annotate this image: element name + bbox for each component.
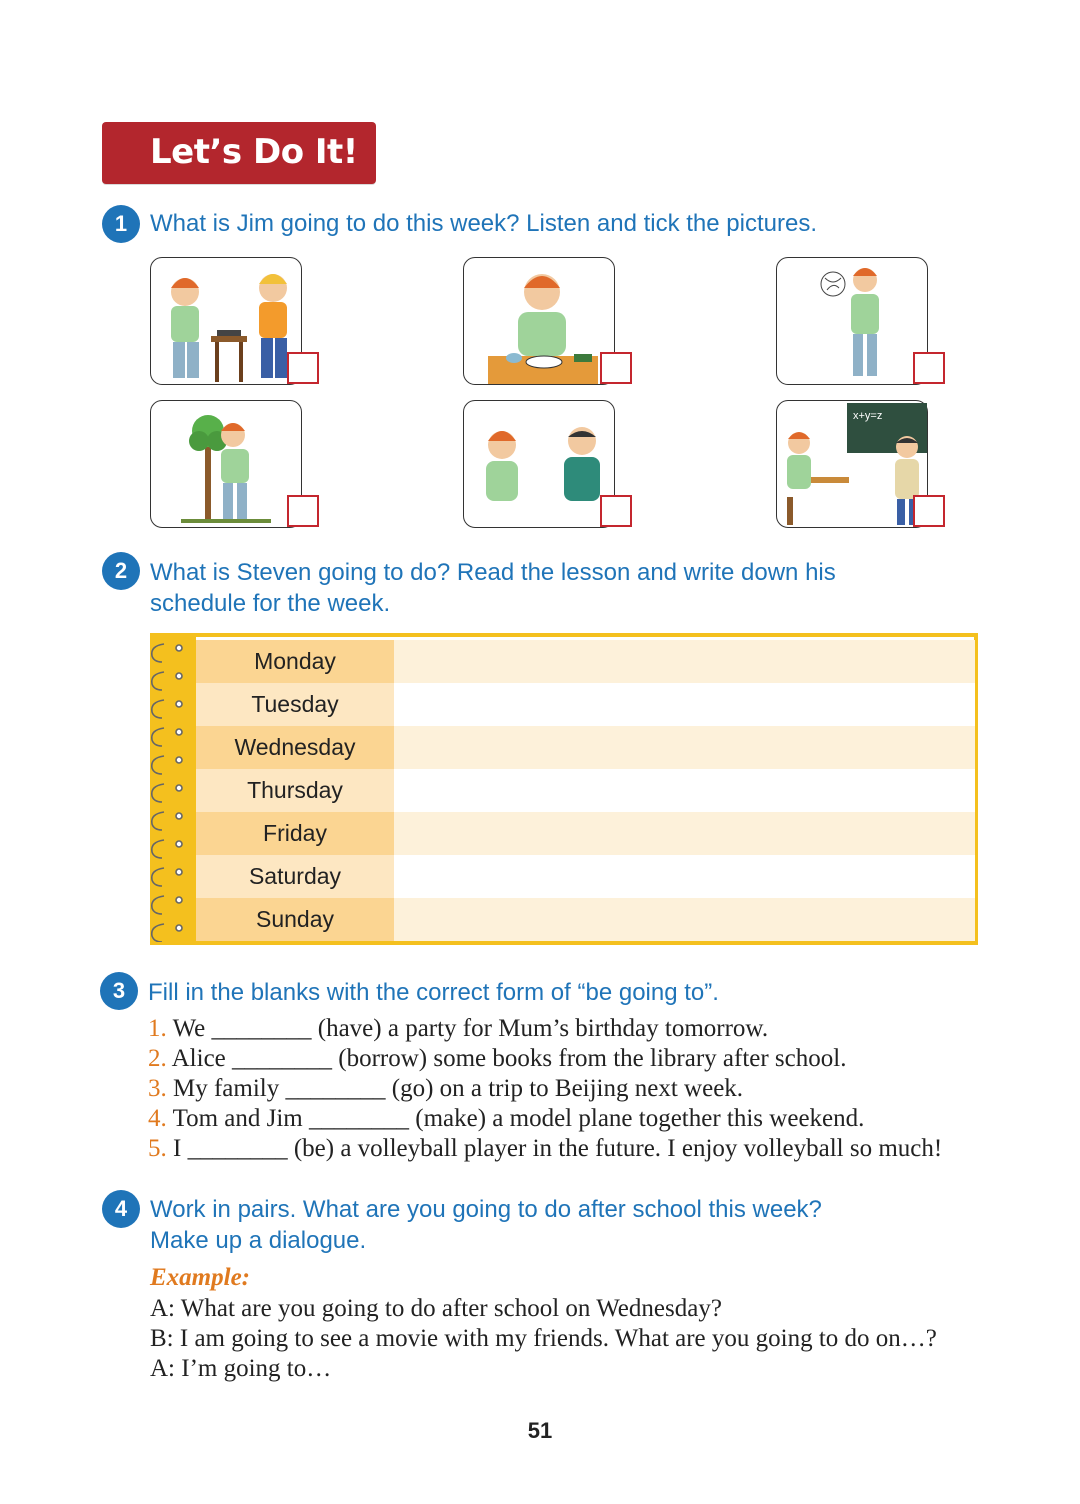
- schedule-row-wednesday: [196, 726, 975, 769]
- list-item: [148, 1074, 942, 1104]
- day-label: Thursday: [196, 769, 394, 812]
- section-number-1: 1: [102, 205, 140, 243]
- dialogue-line: B: I am going to see a movie with my friends. What are you going to do on…?: [150, 1325, 937, 1352]
- section-2-instruction-line1: What is Steven going to do? Read the lesson and write down his: [150, 559, 836, 586]
- section-number-3: 3: [100, 972, 138, 1010]
- schedule-row-tuesday: [196, 683, 975, 726]
- dialogue-line: A: I’m going to…: [150, 1355, 332, 1382]
- list-item: [148, 1014, 942, 1044]
- item-number: 2.: [148, 1045, 167, 1072]
- item-number: 5.: [148, 1135, 167, 1162]
- schedule-entry-field[interactable]: [394, 640, 975, 683]
- day-label: Saturday: [196, 855, 394, 898]
- list-item: [148, 1044, 942, 1074]
- item-text: My family ________ (go) on a trip to Beijing next week.: [173, 1075, 744, 1102]
- schedule-entry-field[interactable]: [394, 855, 975, 898]
- planting-illustration: [151, 401, 303, 529]
- item-text: I ________ (be) a volleyball player in the future. I enjoy volleyball so much!: [173, 1135, 943, 1162]
- notebook-rings: [146, 636, 190, 942]
- item-text: We ________ (have) a party for Mum’s birthday tomorrow.: [172, 1015, 769, 1042]
- tick-box[interactable]: [287, 495, 319, 527]
- item-text: Alice ________ (borrow) some books from the library after school.: [171, 1045, 847, 1072]
- greeting-illustration: [464, 401, 616, 529]
- chess-illustration: [151, 258, 303, 386]
- section-4-instruction-line2: Make up a dialogue.: [150, 1227, 367, 1254]
- example-dialogue: [150, 1294, 937, 1384]
- schedule-row-friday: [196, 812, 975, 855]
- section-number-2: 2: [102, 552, 140, 590]
- item-text: Tom and Jim ________ (make) a model plane together this weekend.: [172, 1105, 865, 1132]
- schedule-entry-field[interactable]: [394, 683, 975, 726]
- item-number: 1.: [148, 1015, 167, 1042]
- picture-playing-volleyball: [776, 257, 928, 385]
- section-4-instruction: [150, 1194, 822, 1256]
- schedule-entry-field[interactable]: [394, 898, 975, 941]
- picture-greeting: [463, 400, 615, 528]
- math-class-illustration: [777, 401, 929, 529]
- board-text: x+y=z: [853, 410, 883, 422]
- picture-eating: [463, 257, 615, 385]
- eating-illustration: [464, 258, 616, 386]
- lets-do-it-banner: [102, 122, 376, 184]
- section-3-instruction: Fill in the blanks with the correct form of “be going to”.: [148, 979, 719, 1006]
- day-label: Monday: [196, 640, 394, 683]
- tick-box[interactable]: [600, 352, 632, 384]
- example-label: Example:: [150, 1264, 250, 1291]
- day-label: Tuesday: [196, 683, 394, 726]
- section-number-4: 4: [102, 1190, 140, 1228]
- schedule-row-saturday: [196, 855, 975, 898]
- schedule-row-thursday: [196, 769, 975, 812]
- item-number: 3.: [148, 1075, 167, 1102]
- section-4-instruction-line1: Work in pairs. What are you going to do after school this week?: [150, 1196, 822, 1223]
- section-2-instruction: [150, 557, 836, 619]
- schedule-entry-field[interactable]: [394, 812, 975, 855]
- tick-box[interactable]: [913, 495, 945, 527]
- item-number: 4.: [148, 1105, 167, 1132]
- picture-math-class: [776, 400, 928, 528]
- schedule-row-sunday: [196, 898, 975, 941]
- day-label: Sunday: [196, 898, 394, 941]
- list-item: [148, 1134, 942, 1164]
- volleyball-illustration: [777, 258, 929, 386]
- section-2-instruction-line2: schedule for the week.: [150, 590, 391, 617]
- dialogue-line: A: What are you going to do after school on Wednesday?: [150, 1295, 722, 1322]
- fill-in-blanks-list: [148, 1014, 942, 1164]
- schedule-row-monday: [196, 640, 975, 683]
- tick-box[interactable]: [287, 352, 319, 384]
- picture-planting-tree: [150, 400, 302, 528]
- tick-box[interactable]: [600, 495, 632, 527]
- banner-title: Let’s Do It!: [150, 132, 358, 172]
- page-number: 51: [527, 1418, 553, 1443]
- schedule-entry-field[interactable]: [394, 726, 975, 769]
- section-1-instruction: What is Jim going to do this week? Listen and tick the pictures.: [150, 210, 817, 237]
- list-item: [148, 1104, 942, 1134]
- picture-playing-chess: [150, 257, 302, 385]
- day-label: Wednesday: [196, 726, 394, 769]
- schedule-entry-field[interactable]: [394, 769, 975, 812]
- tick-box[interactable]: [913, 352, 945, 384]
- day-label: Friday: [196, 812, 394, 855]
